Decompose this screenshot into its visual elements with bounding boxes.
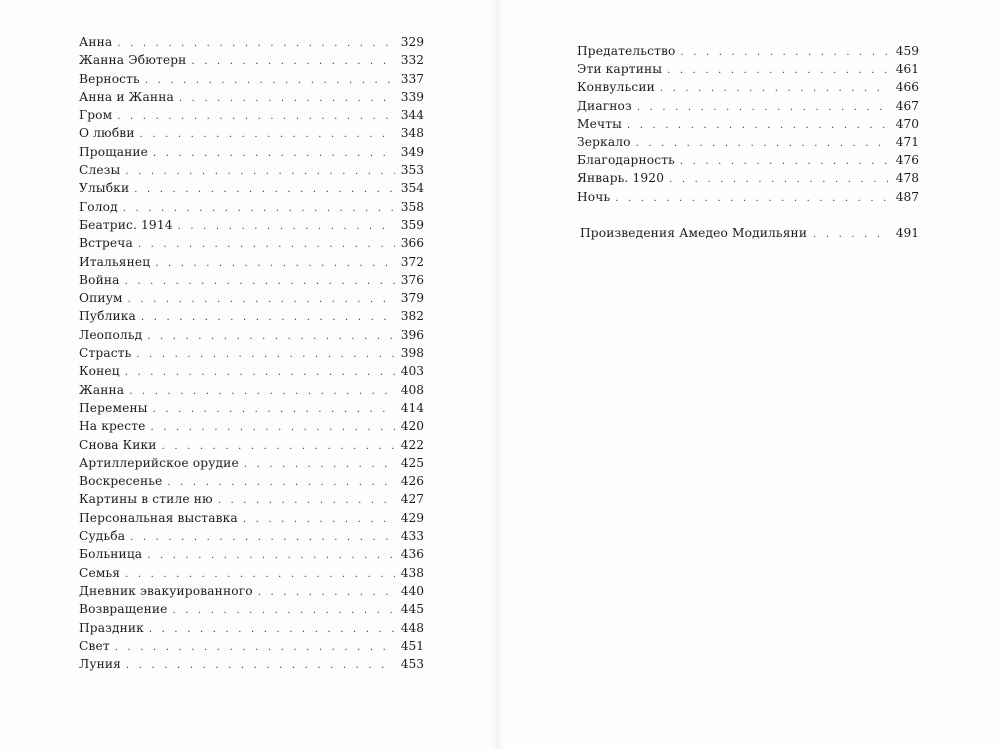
dot-leader [136,346,395,364]
toc-entry [79,198,424,216]
toc-entry-page: 440 [400,583,424,598]
toc-entry [79,161,424,179]
toc-entry-page: 467 [895,98,919,113]
toc-entry-page: 471 [895,134,919,149]
dot-leader [680,44,890,62]
toc-entry [79,637,424,655]
toc-entry-title: Жанна Эбютерн [79,53,187,68]
toc-entry-title: Дневник эвакуированного [79,583,253,598]
toc-entry-title: Судьба [79,529,126,544]
dot-leader [129,383,395,401]
toc-entry-page: 329 [400,35,424,49]
toc-entry-page: 366 [400,236,424,251]
dot-leader [615,190,890,208]
toc-entry-title: Встреча [79,236,133,251]
toc-entry-page: 332 [400,53,424,68]
dot-leader [660,80,890,98]
toc-entry-title: Воскресенье [79,474,163,489]
toc-entry [79,527,424,545]
toc-entry-title: Предательство [577,44,676,58]
toc-entry [79,143,424,161]
toc-entry-page: 337 [400,71,424,86]
dot-leader [138,236,395,254]
toc-entry-title: Возвращение [79,602,168,617]
toc-entry [79,454,424,472]
toc-entry-page: 344 [400,108,424,123]
toc-entry-title: Больница [79,547,143,562]
toc-entry [79,216,424,234]
toc-entry [577,42,919,60]
dot-leader [130,529,395,547]
toc-entry-page: 466 [895,80,919,95]
toc-entry-page: 403 [400,364,424,379]
dot-leader [149,621,395,639]
toc-list-right [577,42,919,206]
toc-entry-title: Конец [79,364,120,379]
toc-entry [79,271,424,289]
toc-entry-title: Луния [79,657,122,672]
toc-entry [79,436,424,454]
toc-entry-title: Слезы [79,163,121,178]
toc-entry [79,362,424,380]
toc-entry-page: 420 [400,419,424,434]
toc-entry [79,472,424,490]
toc-entry [79,582,424,600]
toc-entry-page: 348 [400,126,424,141]
dot-leader [115,639,395,657]
toc-entry-title: На кресте [79,419,146,434]
dot-leader [147,328,395,346]
dot-leader [153,145,395,163]
toc-entry [79,619,424,637]
toc-entry [79,307,424,325]
dot-leader [218,492,395,510]
toc-entry [577,188,919,206]
toc-entry-page: 461 [895,62,919,77]
toc-entry-title: Зеркало [577,134,631,149]
toc-entry [79,70,424,88]
toc-entry [577,78,919,96]
toc-entry-page: 382 [400,309,424,324]
dot-leader [145,72,395,90]
dot-leader [140,126,395,144]
toc-entry [79,381,424,399]
toc-entry-page: 376 [400,272,424,287]
dot-leader [680,153,890,171]
toc-entry [79,106,424,124]
toc-entry [79,399,424,417]
dot-leader [125,364,395,382]
toc-entry-page: 445 [400,602,424,617]
toc-entry [79,545,424,563]
dot-leader [117,108,395,126]
toc-entry-page: 396 [400,327,424,342]
toc-entry-page: 476 [895,153,919,168]
toc-entry-title: Улыбки [79,181,130,196]
toc-entry-page: 339 [400,89,424,104]
toc-entry-page: 414 [400,400,424,415]
toc-entry-title: Картины в стиле ню [79,492,213,507]
toc-entry [79,33,424,51]
toc-entry-page: 453 [400,657,424,672]
toc-entry-page: 349 [400,144,424,159]
toc-entry [577,115,919,133]
dot-leader [191,53,395,71]
left-page [0,0,498,749]
toc-entry [79,490,424,508]
dot-leader [669,171,890,189]
toc-entry [577,97,919,115]
toc-entry-title: Беатрис. 1914 [79,217,173,232]
toc-entry-page: 379 [400,291,424,306]
toc-entry-page: 429 [400,510,424,525]
book-gutter [491,0,505,749]
toc-entry-page: 459 [895,44,919,58]
toc-entry-page: 354 [400,181,424,196]
toc-entry-title: Голод [79,199,118,214]
dot-leader [243,511,395,529]
toc-entry-title: Перемены [79,400,148,415]
dot-leader [141,309,395,327]
toc-entry [79,234,424,252]
toc-entry [79,88,424,106]
toc-entry [79,253,424,271]
toc-entry-title: Верность [79,71,140,86]
toc-entry-page: 470 [895,116,919,131]
toc-entry-page: 478 [895,171,919,186]
dot-leader [134,181,395,199]
dot-leader [155,255,395,273]
toc-entry-page: 487 [895,189,919,204]
toc-entry-page: 408 [400,382,424,397]
toc-entry-page: 358 [400,199,424,214]
toc-entry-title: Ночь [577,189,611,204]
toc-entry [79,655,424,673]
toc-entry-title: Война [79,272,120,287]
toc-entry-page: 398 [400,346,424,361]
dot-leader [244,456,395,474]
toc-entry-title: Анна [79,35,113,49]
toc-entry-title: Артиллерийское орудие [79,455,239,470]
toc-entry-page: 451 [400,638,424,653]
toc-entry-page: 372 [400,254,424,269]
toc-entry-title: Конвульсии [577,80,655,95]
toc-entry-title: Опиум [79,291,123,306]
toc-entry-page: 359 [400,217,424,232]
toc-entry-title: Свет [79,638,110,653]
dot-leader [178,218,395,236]
toc-entry [577,151,919,169]
dot-leader [637,99,890,117]
toc-entry-page: 448 [400,620,424,635]
toc-entry-page: 433 [400,529,424,544]
toc-entry [577,133,919,151]
toc-entry-title: Диагноз [577,98,632,113]
dot-leader [125,273,395,291]
toc-entry-title: Персональная выставка [79,510,238,525]
toc-entry [79,600,424,618]
dot-leader [153,401,395,419]
dot-leader [813,226,889,244]
toc-entry [79,509,424,527]
toc-entry-page: 491 [895,226,919,240]
toc-entry-page: 438 [400,565,424,580]
dot-leader [258,584,395,602]
toc-entry-page: 426 [400,474,424,489]
toc-entry-title: Анна и Жанна [79,89,174,104]
dot-leader [667,62,890,80]
toc-entry-title: Итальянец [79,254,151,269]
toc-entry [577,60,919,78]
dot-leader [151,419,395,437]
toc-entry [79,417,424,435]
toc-entry-title: Гром [79,108,113,123]
toc-entry-page: 427 [400,492,424,507]
toc-entry-page: 436 [400,547,424,562]
dot-leader [126,657,395,675]
toc-entry-title: Праздник [79,620,144,635]
toc-entry [79,326,424,344]
toc-entry-page: 422 [400,437,424,452]
toc-entry [79,179,424,197]
toc-entry-page: 425 [400,455,424,470]
toc-entry-title: Эти картины [577,62,663,77]
toc-entry [79,564,424,582]
toc-entry-page: 353 [400,163,424,178]
dot-leader [179,90,395,108]
toc-entry-title: Семья [79,565,121,580]
toc-entry [79,124,424,142]
toc-list-left [79,33,424,673]
toc-entry-appendix [580,224,919,244]
toc-entry-title: Жанна [79,382,125,397]
toc-entry-title: Публика [79,309,136,324]
toc-entry [79,51,424,69]
toc-entry-title: Прощание [79,144,149,159]
toc-entry-title: Благодарность [577,153,675,168]
dot-leader [128,291,395,309]
dot-leader [627,117,890,135]
toc-entry-title: О любви [79,126,135,141]
toc-entry-title: Мечты [577,116,622,131]
toc-entry-title: Январь. 1920 [577,171,665,186]
toc-entry [79,344,424,362]
toc-entry-title: Страсть [79,346,132,361]
toc-entry-title: Произведения Амедео Модильяни [580,226,808,240]
dot-leader [147,547,395,565]
toc-entry-title: Леопольд [79,327,143,342]
toc-entry-title: Снова Кики [79,437,157,452]
toc-entry [79,289,424,307]
dot-leader [125,163,395,181]
dot-leader [173,602,395,620]
toc-entry [577,169,919,187]
